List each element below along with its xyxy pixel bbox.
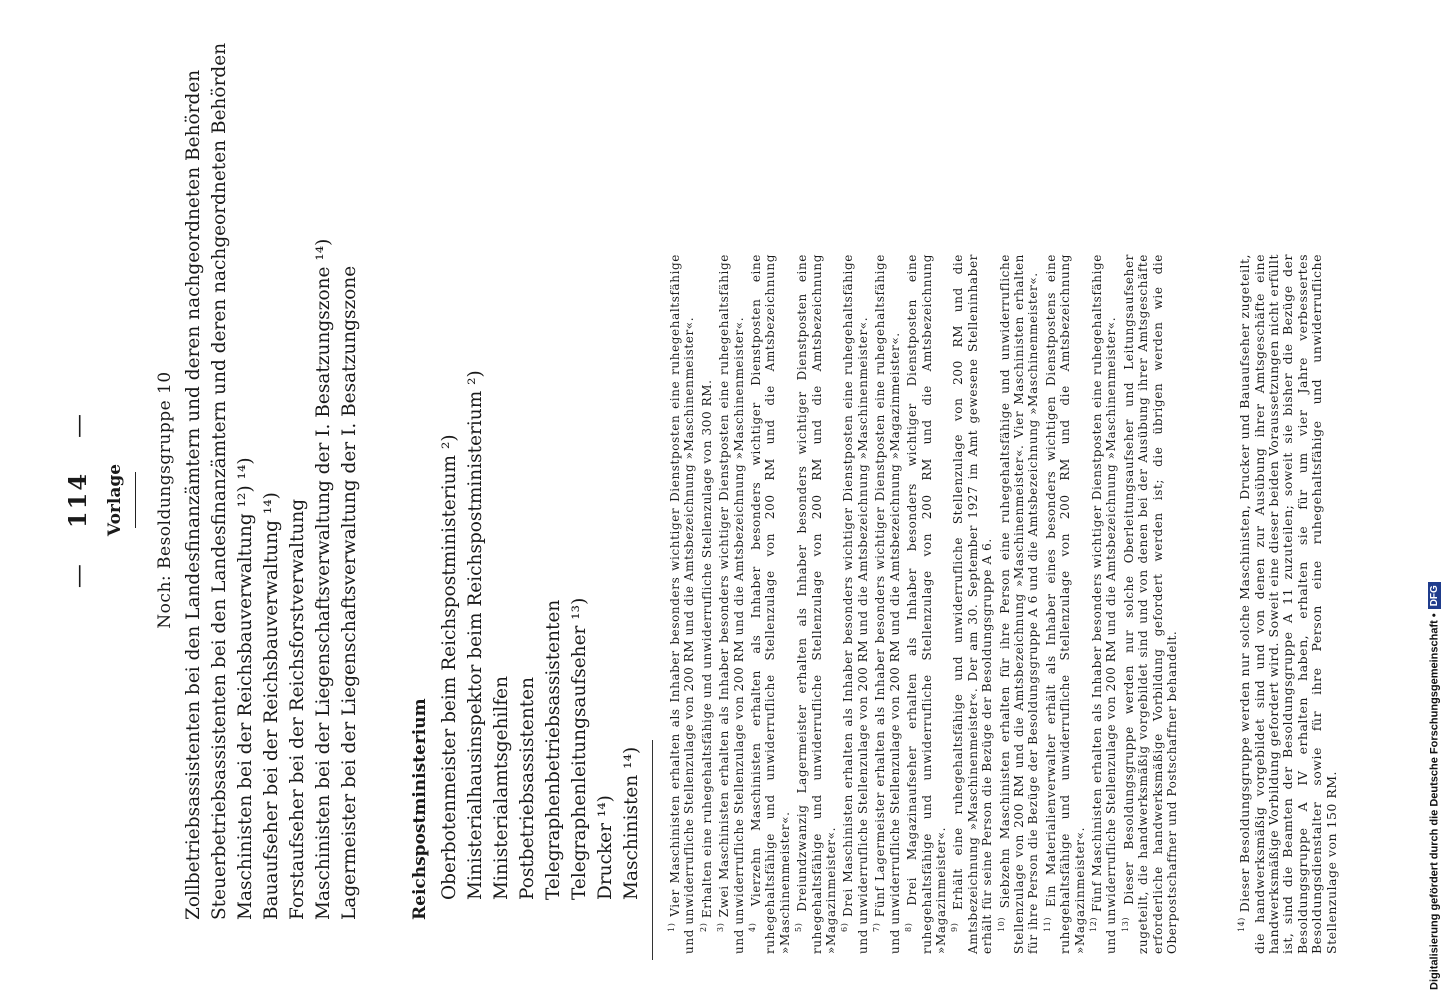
footnote-text: Ein Materialienverwalter erhält als Inhaber eines besonders wichtigen Dienstpostens eine ruhegehaltsfähige und unwiderrufliche Stellenzulage von 200 RM und die Amtsbezeichnung »Magazinmeister«. <box>1043 254 1087 954</box>
page-number: 114 <box>63 471 92 529</box>
official-title: Lagermeister bei der Liegenschaftsverwaltung der I. Besatzungszone <box>339 265 360 920</box>
footnote-mark: 2) <box>698 922 708 932</box>
official-title: Ministerialamtsgehilfen <box>491 675 512 900</box>
footnote <box>792 254 838 954</box>
official-title: Drucker ¹⁴) <box>595 795 616 900</box>
footnote <box>1041 254 1087 954</box>
official-title: Telegraphenleitungsaufseher ¹³) <box>569 597 590 900</box>
official-title: Oberbotenmeister beim Reichspostministerium ²) <box>439 434 460 900</box>
official-title: Zollbetriebsassistenten bei den Landesfinanzämtern und deren nachgeordneten Behörden <box>183 69 204 920</box>
footnote <box>665 254 697 954</box>
footnote-text: Fünf Maschinisten erhalten als Inhaber besonders wichtiger Dienstposten eine ruhegehaltsfähige und unwiderrufliche Stellenzulage von 200 RM und die Amtsbezeichnung »Maschinenmeister«. <box>1089 254 1119 954</box>
page-number-line <box>63 40 92 960</box>
header-dash-right: — <box>64 411 92 438</box>
official-title: Forstaufseher bei der Reichsforstverwaltung <box>287 498 308 920</box>
footnote-text: Dieser Besoldungsgruppe werden nur solche Oberleitungsaufseher und Leitungsaufseher zugeteilt, die handwerksmäßig vorgebildet sind und von denen bei der Ausübung ihrer Amtsgeschäfte erforderliche handwerksmäßige Vorbildung gefordert werden ist; die übrigen werden wie die Oberpostschaffner und Postschaffner behandelt. <box>1121 254 1179 954</box>
footnote-text: Erhalten eine ruhegehaltsfähige und unwiderrufliche Stellenzulage von 300 RM. <box>699 379 714 919</box>
footnote <box>870 254 902 954</box>
footnote-separator <box>652 740 653 960</box>
footnote-text: Vierzehn Maschinisten erhalten als Inhaber besonders wichtiger Dienstposten eine ruhegehaltsfähige und unwiderrufliche Stellenzulage von 200 RM und die Amtsbezeichnung »Maschinenmeister«. <box>749 254 792 954</box>
footnote-text: Dieser Besoldungsgruppe werden nur solche Maschinisten, Drucker und Bauaufseher zugeteilt, die handwerksmäßig vorgebildet sind und von denen zur Ausübung ihrer Amtsgeschäfte eine handwerksmäßige Vorbildung gefordert wird. Soweit eine dieser beiden Voraussetzungen nicht erfüllt ist, sind die Beamten der Besoldungsgruppe A 11 zuzuteilen; soweit sie bisher die Bezüge der Besoldungsgruppe A IV erhalten haben, erhalten sie für um vier Jahre verbessertes Besoldungsdienstalter sowie für ihre Person eine ruhegehaltsfähige und unwiderrufliche Stellenzulage von 150 RM. <box>1237 254 1339 954</box>
footnote <box>902 254 948 954</box>
official-title: Steuerbetriebsassistenten bei den Landesfinanzämtern und deren nachgeordneten Behörden <box>209 42 230 920</box>
footnote-mark: 13) <box>1120 916 1130 932</box>
official-title: Maschinisten bei der Reichsbauverwaltung ¹²) ¹⁴) <box>235 457 256 920</box>
official-title: Telegraphenbetriebsassistenten <box>543 599 564 900</box>
footnote-text: Drei Magazinaufseher erhalten als Inhaber besonders wichtiger Dienstposten eine ruhegehaltsfähige und unwiderrufliche Stellenzulage von 200 RM und die Amtsbezeichnung »Magazinmeister«. <box>905 253 948 954</box>
footnote-mark: 4) <box>748 922 758 932</box>
dfg-logo: DFG <box>1428 582 1441 609</box>
footnote-text: Vier Maschinisten erhalten als Inhaber besonders wichtiger Dienstposten eine ruhegehaltsfähige und unwiderrufliche Stellenzulage von 200 RM und die Amtsbezeichnung »Maschinenmeister«. <box>668 254 697 954</box>
footnote-mark: 1) <box>667 922 676 932</box>
credit-text: Digitalisierung gefördert durch die Deutsche Forschungsgemeinschaft • <box>1428 613 1441 990</box>
footnote-text: Siebzehn Maschinisten erhalten für ihre Person eine ruhegehaltsfähige und unwiderrufliche Stellenzulage von 200 RM und die Amtsbezeichnung »Maschinenmeister«. Vier Maschinisten erhalten für ihre Person die Bezüge der Besoldungsgruppe A 6 und die Amtsbezeichnung »Maschinenmeister«. <box>997 254 1041 954</box>
footnote-text: Erhält eine ruhegehaltsfähige und unwiderrufliche Stellenzulage von 200 RM und die Amtsbezeichnung »Maschinenmeister«. Der am 30. September 1927 im Amt gewesene Stelleninhaber erhält für seine Person die Bezüge der Besoldungsgruppe A 6. <box>951 254 995 954</box>
footnote <box>948 254 994 954</box>
header-rule <box>135 472 136 528</box>
footnote-text: Drei Maschinisten erhalten als Inhaber besonders wichtiger Dienstposten eine ruhegehaltsfähige und unwiderrufliche Stellenzulage von 200 RM und die Amtsbezeichnung »Maschinenmeister«. <box>841 254 870 954</box>
document-page <box>55 40 1355 960</box>
footnote-mark: 8) <box>904 922 914 932</box>
official-title: Maschinisten ¹⁴) <box>621 746 642 900</box>
footnote-mark: 12) <box>1088 916 1098 932</box>
official-list <box>181 40 363 920</box>
footnotes <box>665 254 1179 954</box>
footnote-mark: 11) <box>1042 916 1052 932</box>
official-title: Bauaufseher bei der Reichsbauverwaltung ¹⁴) <box>261 492 282 920</box>
footnote-text: Zwei Maschinisten erhalten als Inhaber besonders wichtiger Dienstposten eine ruhegehaltsfähige und unwiderrufliche Stellenzulage von 200 RM und die Amtsbezeichnung »Maschinenmeister«. <box>717 254 746 954</box>
footnote-mark: 9) <box>950 922 960 932</box>
section-heading-reichspost: Reichspostministerium <box>410 698 430 920</box>
footnote <box>995 254 1041 954</box>
footnote-mark: 3) <box>716 922 726 932</box>
official-title: Postbetriebsassistenten <box>517 676 538 900</box>
footnote <box>697 254 714 954</box>
reichspost-official-list <box>437 20 645 900</box>
document-label: Vorlage <box>105 463 125 537</box>
footnote <box>838 254 870 954</box>
header-dash-left: — <box>64 562 92 589</box>
footnote-text: Fünf Lagermeister erhalten als Inhaber besonders wichtiger Dienstposten eine ruhegehaltsfähige und unwiderrufliche Stellenzulage von 200 RM und die Amtsbezeichnung »Magazinmeister«. <box>873 254 902 954</box>
group-title: Noch: Besoldungsgruppe 10 <box>155 371 175 629</box>
official-title: Maschinisten bei der Liegenschaftsverwaltung der I. Besatzungszone ¹⁴) <box>313 238 334 920</box>
footnote <box>1235 254 1339 954</box>
footnote-14 <box>1235 254 1339 954</box>
footnote-mark: 14) <box>1237 917 1246 932</box>
footnote <box>746 254 792 954</box>
footnote-mark: 7) <box>872 922 882 932</box>
digitization-credit <box>1428 582 1441 990</box>
footnote <box>714 254 746 954</box>
footnote-mark: 10) <box>996 916 1006 932</box>
footnote-mark: 5) <box>794 922 804 932</box>
footnote-text: Dreiundzwanzig Lagermeister erhalten als Inhaber besonders wichtiger Dienstposten eine ruhegehaltsfähige und unwiderrufliche Stellenzulage von 200 RM und die Amtsbezeichnung »Magazinmeister«. <box>795 254 839 954</box>
official-title: Ministerialhausinspektor beim Reichspostministerium ²) <box>465 370 486 900</box>
footnote <box>1119 254 1180 954</box>
footnote <box>1087 254 1119 954</box>
footnote-mark: 6) <box>840 922 850 932</box>
